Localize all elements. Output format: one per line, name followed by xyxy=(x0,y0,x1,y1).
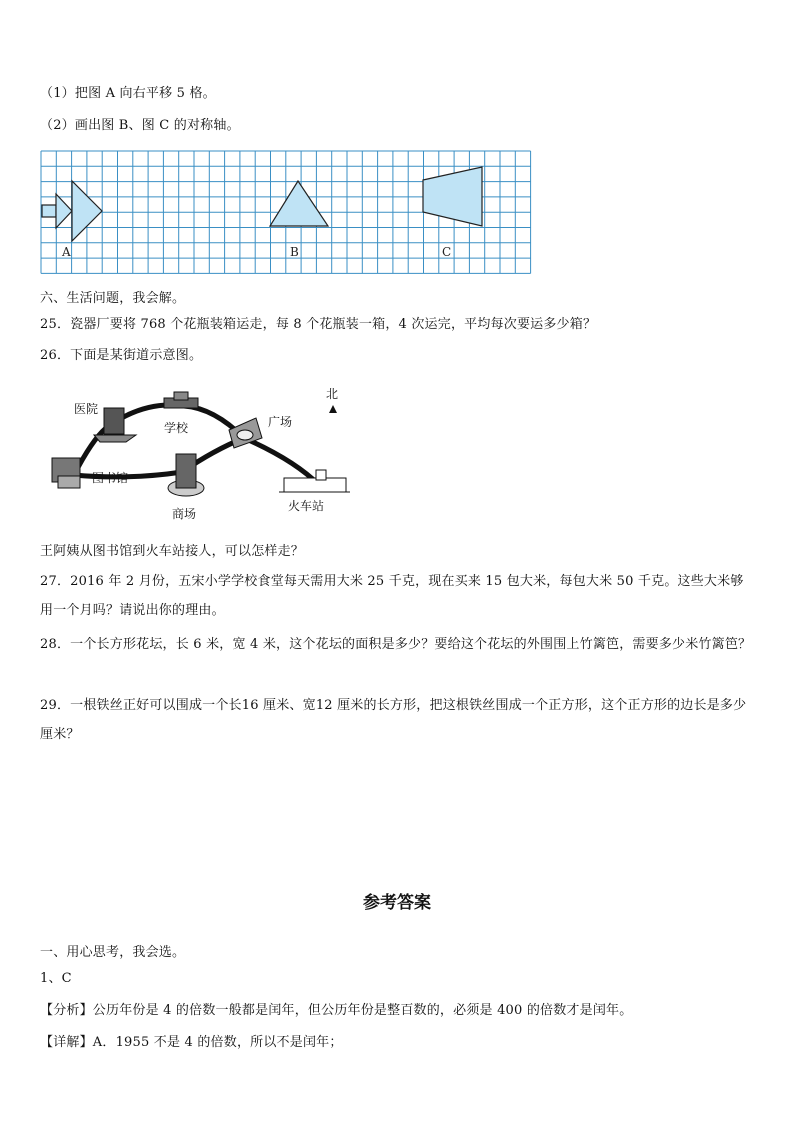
question-27: 27．2016 年 2 月份，五宋小学学校食堂每天需用大米 25 千克，现在买来 15 包大米，每包大米 50 千克。这些大米够用一个月吗？请说出你的理由。 xyxy=(40,574,744,618)
grid-figure xyxy=(40,150,532,274)
street-map xyxy=(44,380,364,525)
section-six-heading: 六、生活问题，我会解。 xyxy=(40,291,186,306)
answer-analysis: 【分析】公历年份是 4 的倍数一般都是闰年，但公历年份是整百数的，必须是 400 的倍数才是闰年。 xyxy=(40,1003,633,1018)
question-26: 26．下面是某街道示意图。 xyxy=(40,348,203,363)
question-26-ask: 王阿姨从图书馆到火车站接人，可以怎样走？ xyxy=(40,544,305,559)
answer-item-1: 1、C xyxy=(40,971,72,986)
map-label-north: 北 xyxy=(326,387,339,401)
school-icon xyxy=(164,392,198,408)
question-28: 28．一个长方形花坛，长 6 米，宽 4 米，这个花坛的面积是多少？要给这个花坛的外围围上竹篱笆，需要多少米竹篱笆？ xyxy=(40,637,752,652)
answer-detail: 【详解】A．1955 不是 4 的倍数，所以不是闰年； xyxy=(40,1035,343,1050)
map-label-school: 学校 xyxy=(164,421,189,435)
label-b: B xyxy=(290,245,299,259)
label-a: A xyxy=(62,245,71,259)
answers-title: 参考答案 xyxy=(363,893,431,913)
figure-c xyxy=(423,167,482,226)
north-arrow-icon xyxy=(329,405,337,413)
label-c: C xyxy=(442,245,452,259)
figure-a xyxy=(42,181,102,241)
question-grid-part-2: （2）画出图 B、图 C 的对称轴。 xyxy=(40,118,240,133)
question-grid-part-1: （1）把图 A 向右平移 5 格。 xyxy=(40,86,216,101)
question-29: 29．一根铁丝正好可以围成一个长16 厘米、宽12 厘米的长方形，把这根铁丝围成一个正方形，这个正方形的边长是多少厘米？ xyxy=(40,698,747,742)
station-icon xyxy=(279,470,350,492)
map-label-library: 图书馆 xyxy=(92,471,129,485)
map-label-station: 火车站 xyxy=(288,499,325,513)
answers-section-one: 一、用心思考，我会选。 xyxy=(40,945,186,960)
map-label-square: 广场 xyxy=(268,415,293,429)
library-icon xyxy=(52,458,80,488)
map-label-hospital: 医院 xyxy=(74,402,99,416)
figure-b xyxy=(270,181,328,226)
question-25: 25．瓷器厂要将 768 个花瓶装箱运走，每 8 个花瓶装一箱，4 次运完，平均每次要运多少箱？ xyxy=(40,317,597,332)
map-label-mall: 商场 xyxy=(172,507,197,521)
